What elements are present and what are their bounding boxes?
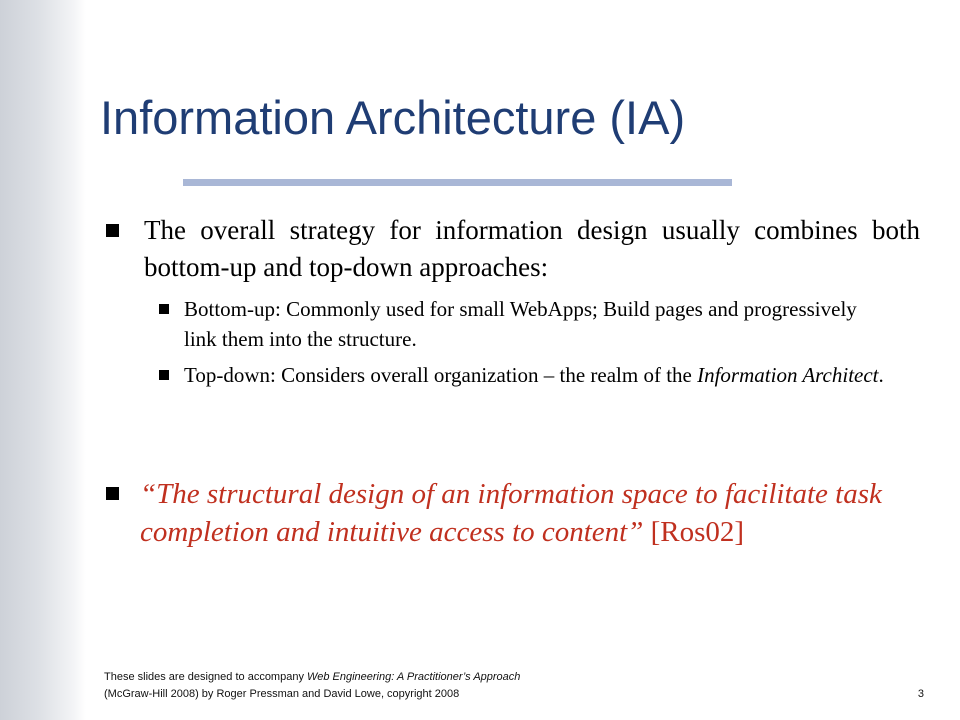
- footer-book-title: Web Engineering: A Practitioner’s Approach: [307, 671, 521, 683]
- top-down-period: .: [878, 363, 884, 387]
- definition-quote: “The structural design of an information space to facilitate task completion and intuitive access to content”: [140, 478, 882, 548]
- square-bullet-icon: [106, 224, 119, 237]
- square-bullet-icon: [106, 487, 119, 500]
- left-gradient-strip: [0, 0, 86, 720]
- information-architect-term: Information Architect: [697, 363, 879, 387]
- square-bullet-icon: [159, 370, 169, 380]
- footer-prefix: These slides are designed to accompany: [104, 671, 308, 683]
- bullet-overall-strategy: The overall strategy for information design usually combines both bottom-up and top-down approaches:: [144, 215, 920, 282]
- footer-line-1: [104, 669, 804, 686]
- bullet-bottom-up: Bottom-up: Commonly used for small WebApps; Build pages and progressively link them into the structure.: [184, 297, 857, 351]
- footer-line-2: (McGraw-Hill 2008) by Roger Pressman and David Lowe, copyright 2008: [104, 688, 460, 700]
- bullet-definition-quote: [140, 475, 925, 551]
- title-underline: [183, 179, 732, 186]
- page-number: 3: [917, 688, 924, 700]
- bullet-top-down: [184, 360, 884, 390]
- slide-title: Information Architecture (IA): [100, 91, 686, 144]
- citation: [Ros02]: [643, 516, 745, 548]
- square-bullet-icon: [159, 304, 169, 314]
- top-down-text: Top-down: Considers overall organization – the realm of the: [184, 363, 698, 387]
- footer-credit: [104, 669, 804, 703]
